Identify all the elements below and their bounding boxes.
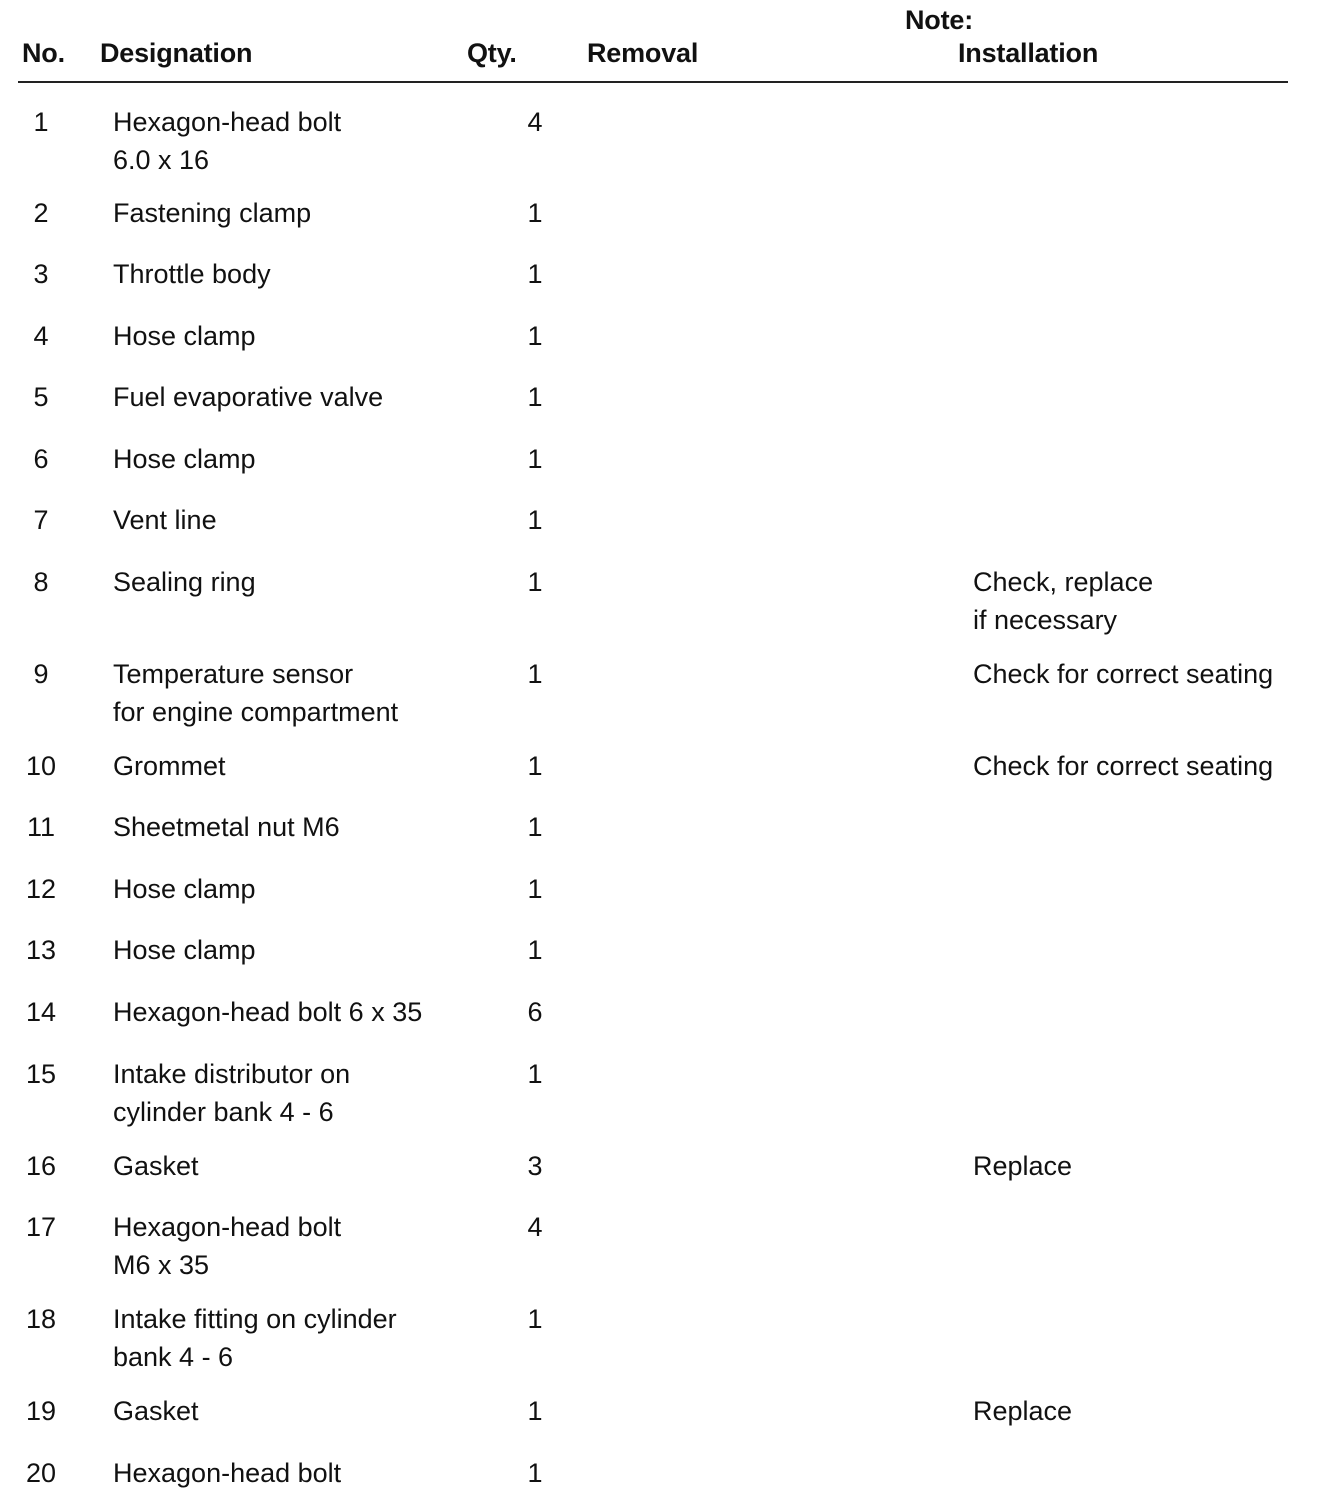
header-note: Note: [905, 5, 973, 35]
designation-line: Temperature sensor [113, 659, 354, 689]
row-number: 18 [25, 1304, 57, 1334]
row-designation [113, 1208, 473, 1284]
designation-line: Sheetmetal nut M6 [113, 812, 340, 842]
row-quantity: 1 [527, 259, 543, 289]
row-designation [113, 1055, 473, 1131]
designation-line: Gasket [113, 1151, 199, 1181]
row-designation [113, 255, 473, 293]
row-number: 2 [33, 198, 49, 228]
row-number: 5 [33, 382, 49, 412]
row-installation-note [973, 1392, 1293, 1430]
row-designation [113, 103, 473, 179]
row-quantity: 1 [527, 751, 543, 781]
designation-line: Intake distributor on [113, 1059, 351, 1089]
row-quantity: 4 [527, 107, 543, 137]
row-number: 20 [25, 1458, 57, 1488]
designation-line: cylinder bank 4 - 6 [113, 1097, 334, 1127]
row-number: 13 [25, 935, 57, 965]
row-quantity: 6 [527, 997, 543, 1027]
row-designation [113, 931, 473, 969]
row-designation [113, 1392, 473, 1430]
row-designation [113, 378, 473, 416]
row-quantity: 1 [527, 567, 543, 597]
designation-line: Hose clamp [113, 321, 256, 351]
row-number: 14 [25, 997, 57, 1027]
row-number: 19 [25, 1396, 57, 1426]
designation-line: Hexagon-head bolt [113, 107, 342, 137]
row-number: 1 [33, 107, 49, 137]
installation-note-line: Check, replace [973, 567, 1154, 597]
designation-line: Throttle body [113, 259, 271, 289]
row-number: 8 [33, 567, 49, 597]
row-installation-note [973, 1147, 1293, 1185]
row-number: 4 [33, 321, 49, 351]
installation-note-line: Replace [973, 1151, 1073, 1181]
row-quantity: 1 [527, 935, 543, 965]
row-quantity: 1 [527, 874, 543, 904]
designation-line: Intake fitting on cylinder [113, 1304, 397, 1334]
row-designation [113, 655, 473, 731]
designation-line: Grommet [113, 751, 226, 781]
installation-note-line: Replace [973, 1396, 1073, 1426]
row-designation [113, 993, 473, 1031]
row-designation [113, 1147, 473, 1185]
designation-line: Hose clamp [113, 444, 256, 474]
row-quantity: 1 [527, 444, 543, 474]
designation-line: for engine compartment [113, 697, 399, 727]
row-designation [113, 1300, 473, 1376]
row-number: 11 [26, 812, 56, 842]
row-designation [113, 194, 473, 232]
row-designation [113, 440, 473, 478]
installation-note-line: if necessary [973, 605, 1118, 635]
row-number: 16 [25, 1151, 57, 1181]
row-number: 12 [25, 874, 57, 904]
designation-line: Fuel evaporative valve [113, 382, 384, 412]
row-designation [113, 317, 473, 355]
row-quantity: 1 [527, 1059, 543, 1089]
designation-line: Hose clamp [113, 935, 256, 965]
row-number: 3 [33, 259, 49, 289]
row-number: 10 [25, 751, 57, 781]
row-installation-note [973, 563, 1293, 639]
row-number: 7 [33, 505, 49, 535]
designation-line: bank 4 - 6 [113, 1342, 234, 1372]
row-designation [113, 870, 473, 908]
row-designation [113, 747, 473, 785]
designation-line: Gasket [113, 1396, 199, 1426]
row-installation-note [973, 747, 1293, 785]
row-quantity: 1 [527, 382, 543, 412]
designation-line: Hexagon-head bolt [113, 1458, 342, 1488]
designation-line: Vent line [113, 505, 217, 535]
header-no: No. [22, 38, 65, 68]
row-installation-note [973, 655, 1293, 693]
designation-line: M6 x 35 [113, 1250, 210, 1280]
row-designation [113, 501, 473, 539]
row-quantity: 1 [527, 505, 543, 535]
row-quantity: 3 [527, 1151, 543, 1181]
row-number: 6 [33, 444, 49, 474]
row-designation [113, 563, 473, 601]
row-quantity: 4 [527, 1212, 543, 1242]
header-removal: Removal [587, 38, 699, 68]
header-qty: Qty. [467, 38, 517, 68]
row-quantity: 1 [527, 1458, 543, 1488]
row-quantity: 1 [527, 321, 543, 351]
row-designation [113, 808, 473, 846]
designation-line: 6.0 x 16 [113, 145, 210, 175]
designation-line: Hose clamp [113, 874, 256, 904]
designation-line: Hexagon-head bolt [113, 1212, 342, 1242]
installation-note-line: Check for correct seating [973, 659, 1274, 689]
designation-line: Sealing ring [113, 567, 256, 597]
row-quantity: 1 [527, 812, 543, 842]
installation-note-line: Check for correct seating [973, 751, 1274, 781]
designation-line: Hexagon-head bolt 6 x 35 [113, 997, 423, 1027]
designation-line: Fastening clamp [113, 198, 312, 228]
header-rule [18, 81, 1288, 83]
row-quantity: 1 [527, 1396, 543, 1426]
header-installation: Installation [958, 38, 1099, 68]
row-number: 9 [33, 659, 49, 689]
row-designation [113, 1454, 473, 1492]
row-quantity: 1 [527, 1304, 543, 1334]
row-quantity: 1 [527, 198, 543, 228]
row-number: 15 [25, 1059, 57, 1089]
row-number: 17 [25, 1212, 57, 1242]
row-quantity: 1 [527, 659, 543, 689]
header-designation: Designation [100, 38, 253, 68]
